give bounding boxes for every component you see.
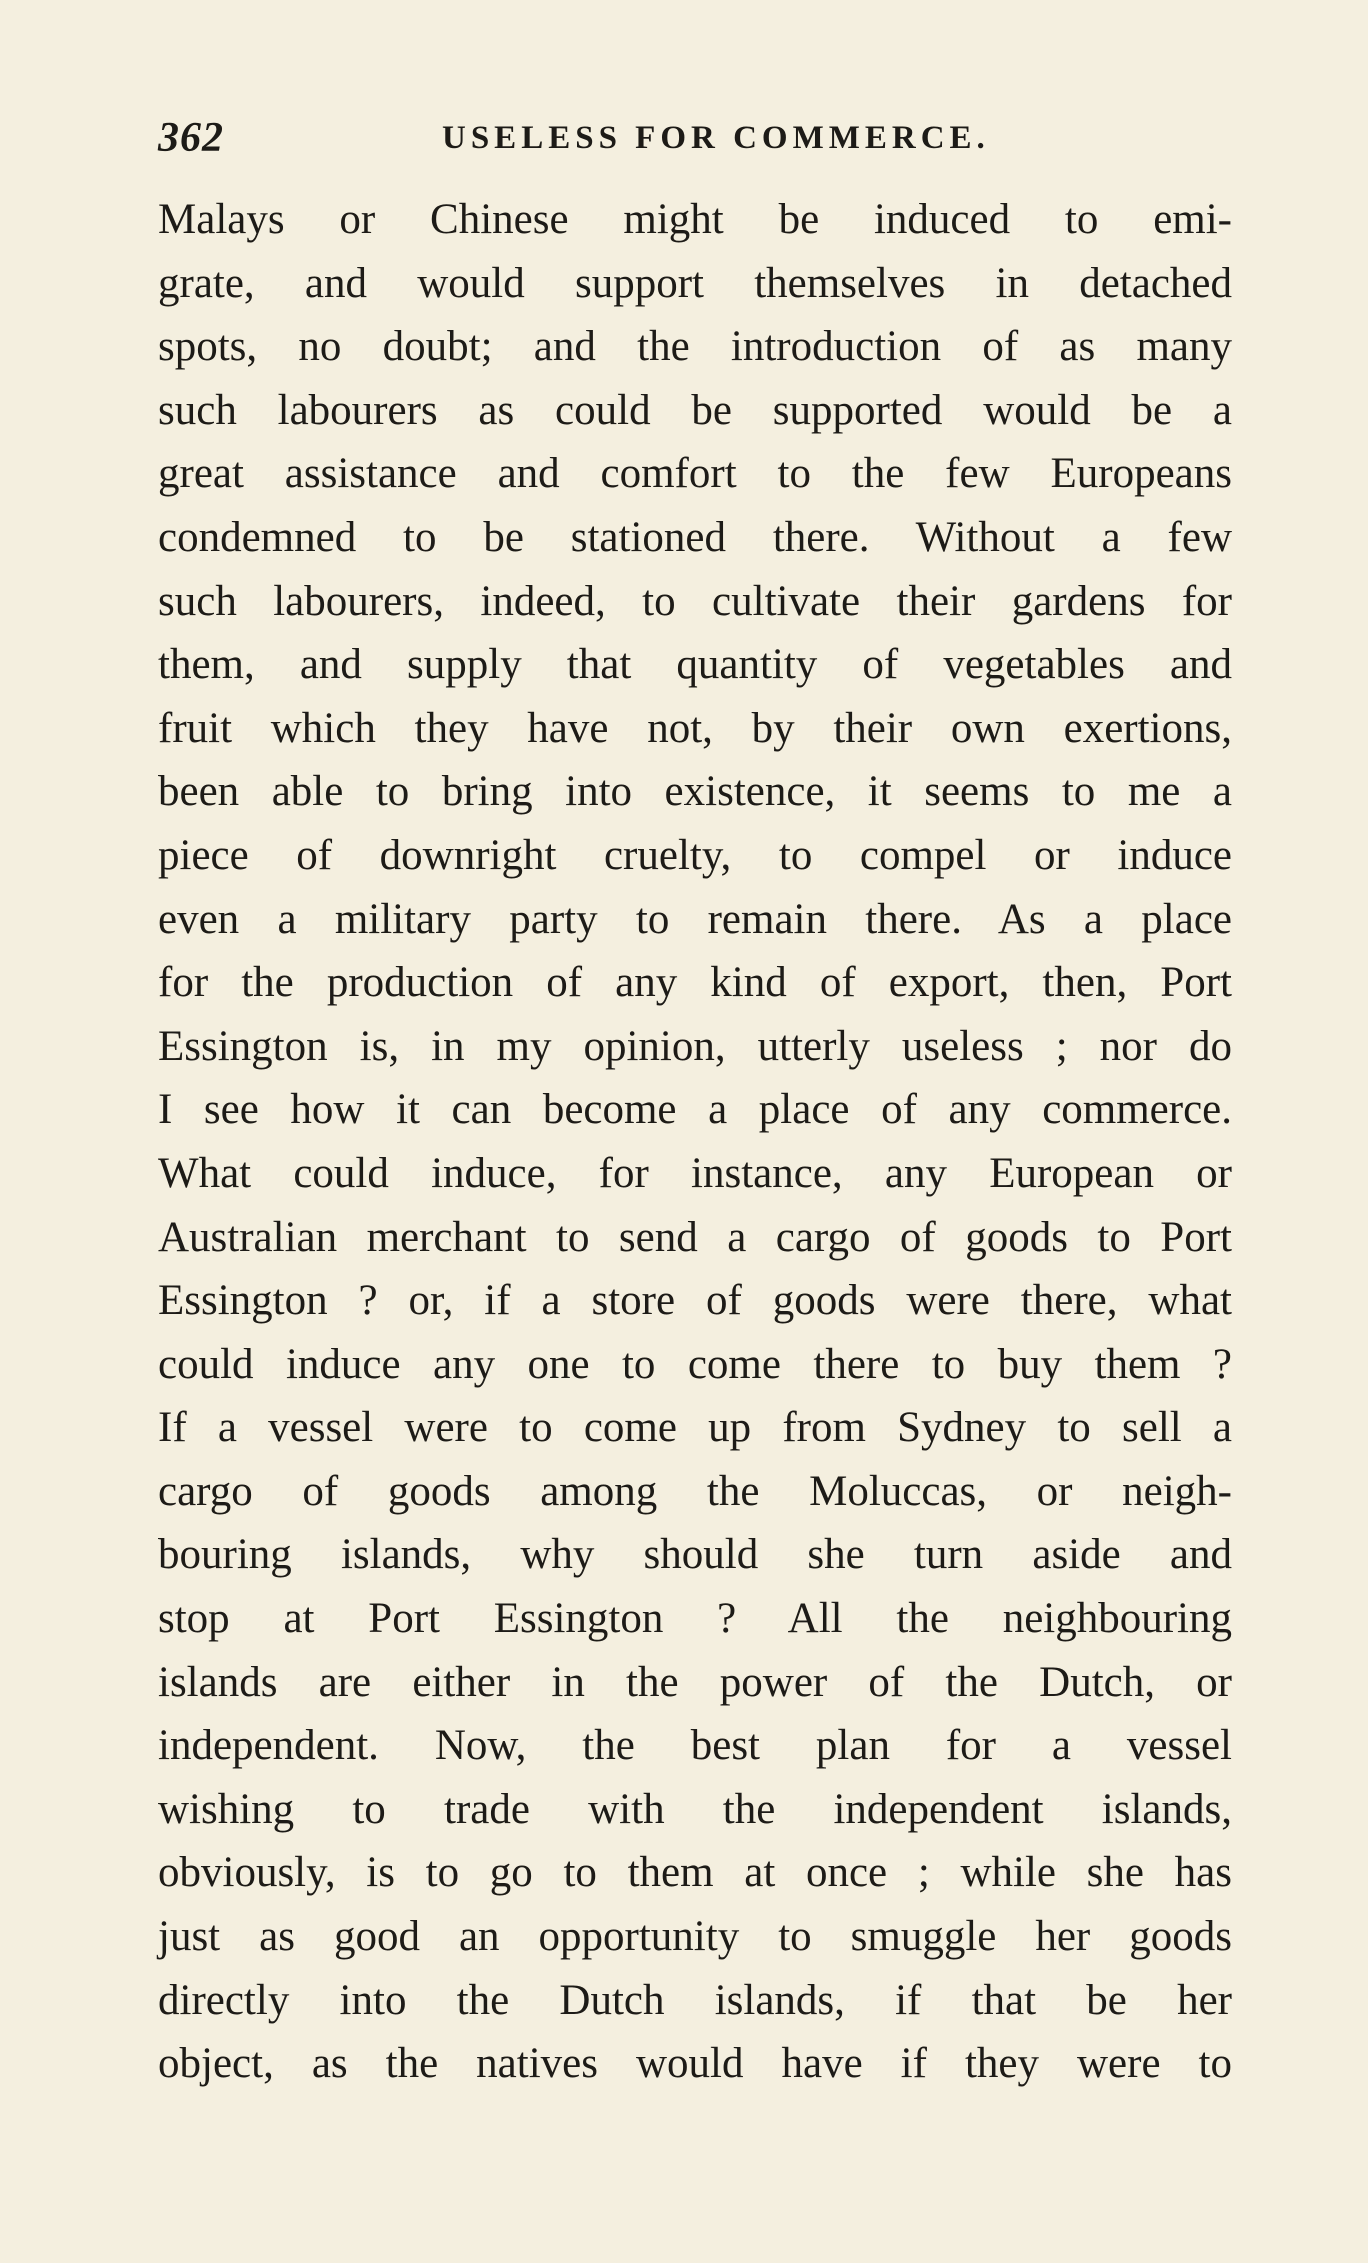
text-line: object, as the natives would have if they were to	[158, 2040, 1232, 2088]
text-line: bouring islands, why should she turn aside and	[158, 1531, 1232, 1579]
page-header	[158, 108, 1228, 168]
text-line: Essington ? or, if a store of goods were there, what	[158, 1277, 1232, 1325]
text-line: islands are either in the power of the Dutch, or	[158, 1658, 1232, 1706]
text-line: cargo of goods among the Moluccas, or neigh-	[158, 1467, 1232, 1515]
running-head: USELESS FOR COMMERCE.	[442, 120, 990, 156]
text-line: What could induce, for instance, any European or	[158, 1149, 1232, 1197]
text-line: for the production of any kind of export, then, Port	[158, 959, 1232, 1007]
text-line: even a military party to remain there. As a place	[158, 895, 1232, 943]
text-line: condemned to be stationed there. Without a few	[158, 513, 1232, 561]
text-line: independent. Now, the best plan for a vessel	[158, 1722, 1232, 1770]
text-line: such labourers, indeed, to cultivate their gardens for	[158, 577, 1232, 625]
text-line: could induce any one to come there to buy them ?	[158, 1340, 1232, 1388]
body-text	[158, 188, 1232, 2096]
text-line: If a vessel were to come up from Sydney to sell a	[158, 1404, 1232, 1452]
page-number: 362	[158, 115, 224, 161]
text-line: directly into the Dutch islands, if that be her	[158, 1976, 1232, 2024]
text-line: great assistance and comfort to the few Europeans	[158, 450, 1232, 498]
text-line: I see how it can become a place of any commerce.	[158, 1086, 1232, 1134]
text-line: grate, and would support themselves in detached	[158, 259, 1232, 307]
text-line: them, and supply that quantity of vegetables and	[158, 641, 1232, 689]
text-line: spots, no doubt; and the introduction of as many	[158, 323, 1232, 371]
text-line: wishing to trade with the independent islands,	[158, 1785, 1232, 1833]
text-line: such labourers as could be supported would be a	[158, 386, 1232, 434]
text-line: just as good an opportunity to smuggle her goods	[158, 1913, 1232, 1961]
text-line: obviously, is to go to them at once ; while she has	[158, 1849, 1232, 1897]
text-line: fruit which they have not, by their own exertions,	[158, 704, 1232, 752]
text-line: Essington is, in my opinion, utterly useless ; nor do	[158, 1022, 1232, 1070]
text-line: piece of downright cruelty, to compel or induce	[158, 831, 1232, 879]
text-line: Australian merchant to send a cargo of goods to Port	[158, 1213, 1232, 1261]
text-line: stop at Port Essington ? All the neighbouring	[158, 1595, 1232, 1643]
text-line: Malays or Chinese might be induced to emi-	[158, 196, 1232, 243]
text-line: been able to bring into existence, it seems to me a	[158, 768, 1232, 816]
